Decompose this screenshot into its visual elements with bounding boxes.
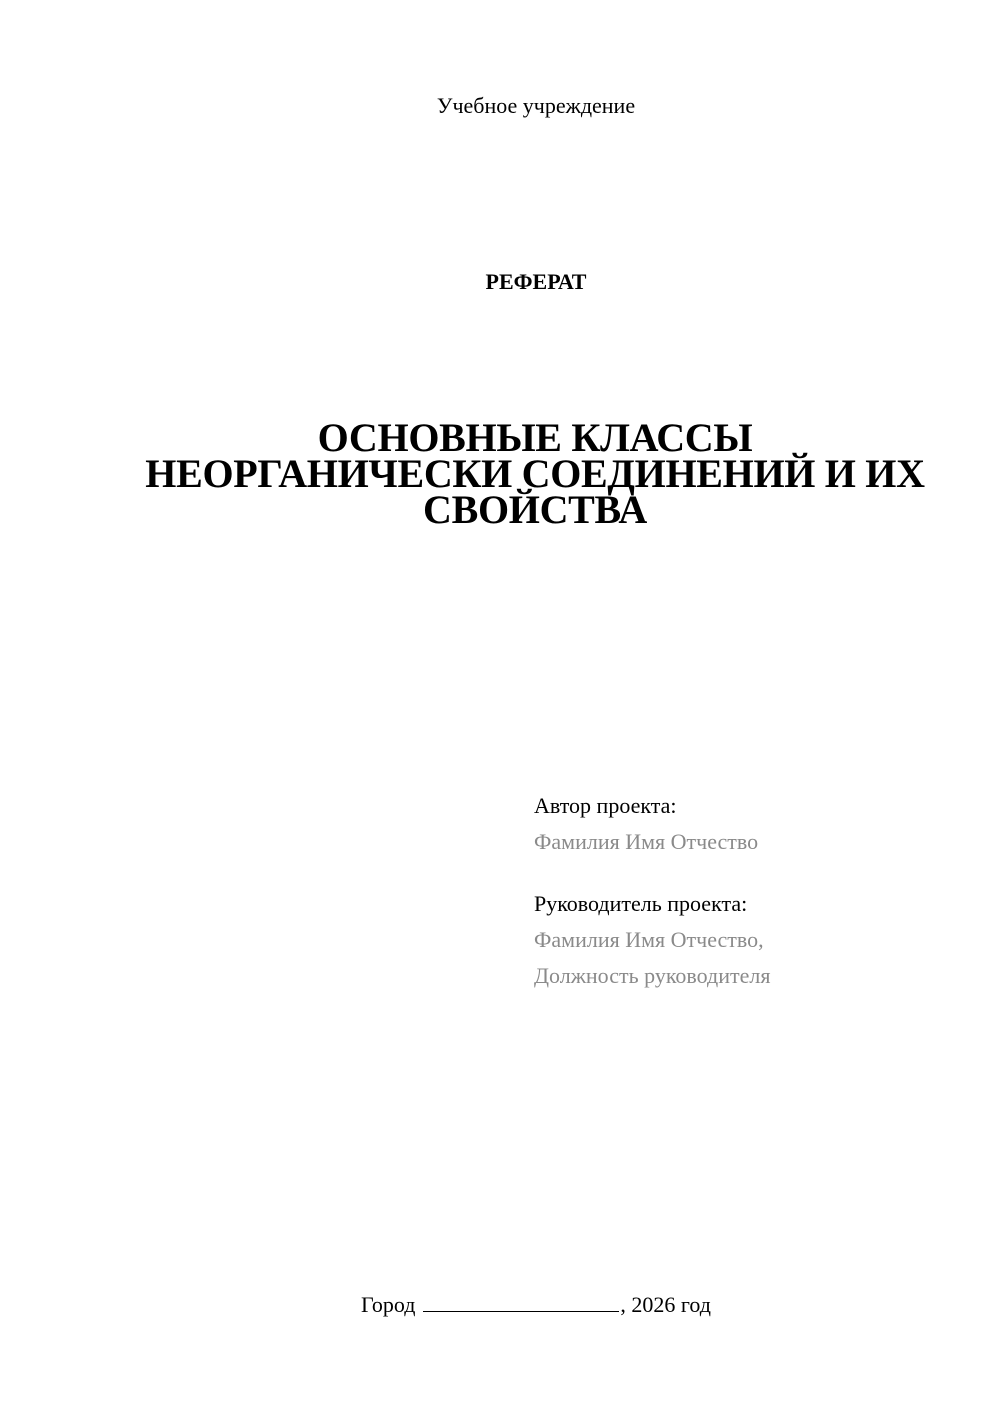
supervisor-label: Руководитель проекта:: [534, 891, 748, 916]
institution-name: Учебное учреждение: [436, 93, 636, 118]
supervisor-name: Фамилия Имя Отчество,: [534, 927, 764, 952]
document-title-line: СВОЙСТВА: [422, 487, 647, 532]
document-type: РЕФЕРАТ: [485, 269, 587, 294]
author-label: Автор проекта:: [534, 793, 677, 818]
footer-city-year: [0, 1290, 1000, 1320]
city-label: Город: [361, 1292, 416, 1317]
city-blank-line: [423, 1291, 619, 1312]
year-text: , 2026 год: [620, 1292, 711, 1317]
credits-spacer: [534, 860, 974, 886]
credits-block: [534, 788, 974, 994]
document-title: [120, 415, 950, 532]
document-title-line: НЕОРГАНИЧЕСКИ СОЕДИНЕНИЙ И ИХ: [145, 451, 925, 496]
supervisor-position: Должность руководителя: [534, 963, 771, 988]
author-name: Фамилия Имя Отчество: [534, 829, 759, 854]
document-title-line: ОСНОВНЫЕ КЛАССЫ: [317, 415, 753, 460]
